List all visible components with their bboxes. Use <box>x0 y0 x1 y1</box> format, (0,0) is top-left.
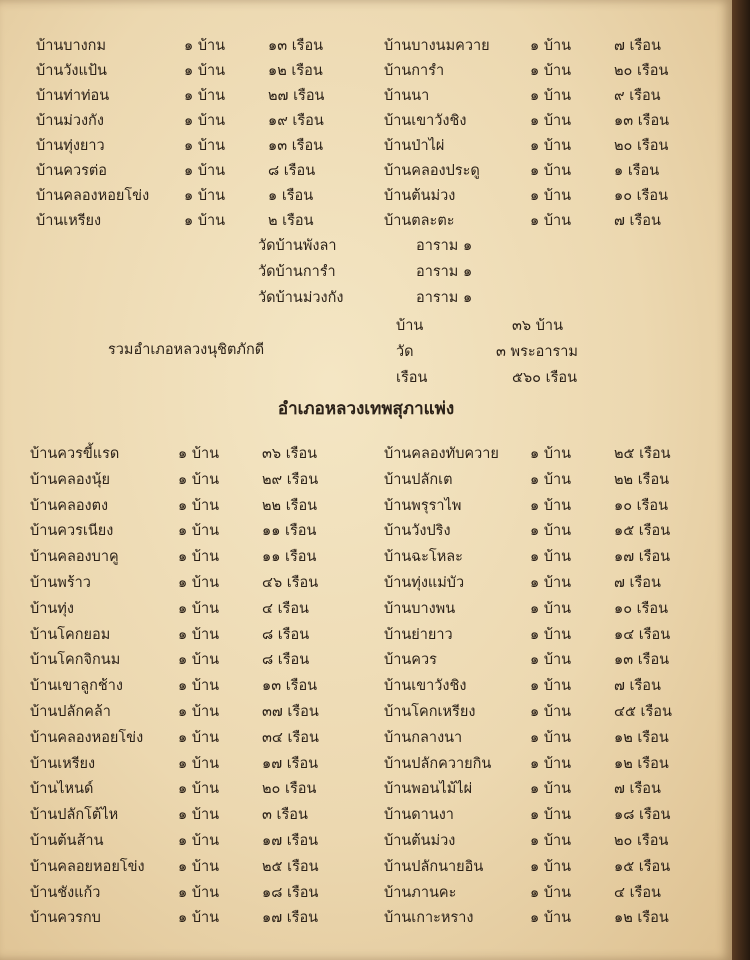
village-count: ๑ บ้าน <box>530 729 572 746</box>
summary-temple-label: วัด <box>396 344 414 360</box>
house-count: ๒๕ เรือน <box>614 446 671 462</box>
house-count: ๔๖ เรือน <box>262 575 319 591</box>
village-count: ๑ บ้าน <box>530 213 572 229</box>
house-count: ๒ เรือน <box>268 213 314 229</box>
house-count: ๙ เรือน <box>614 88 661 104</box>
house-count: ๑๒ เรือน <box>268 63 323 79</box>
village-count: ๑ บ้าน <box>530 471 572 488</box>
village-count: ๑ บ้าน <box>530 833 572 849</box>
house-count: ๑๒ เรือน <box>614 910 669 927</box>
house-count: ๑๘ เรือน <box>614 807 671 824</box>
village-name: บ้านโคกเหรียง <box>384 704 476 720</box>
village-name: บ้านโคกยอม <box>30 626 111 643</box>
village-count: ๑ บ้าน <box>184 163 226 179</box>
house-count: ๑๕ เรือน <box>614 523 671 540</box>
village-name: บ้านไหนด์ <box>30 781 94 798</box>
village-name: บ้านเขาลูกช้าง <box>30 678 123 695</box>
village-count: ๑ บ้าน <box>178 600 220 617</box>
village-count: ๑ บ้าน <box>178 626 220 643</box>
village-name: บ้านเกาะหราง <box>384 910 474 927</box>
temple-count <box>416 286 472 309</box>
village-count: ๑ บ้าน <box>530 626 572 643</box>
village-name: บ้านคลองหอยโข่ง <box>30 729 144 746</box>
village-count: ๑ บ้าน <box>178 678 220 695</box>
village-count: ๑ บ้าน <box>530 600 572 617</box>
house-count: ๑ เรือน <box>614 163 660 179</box>
house-count: ๔ เรือน <box>614 884 661 901</box>
temple-name: วัดบ้านการำ <box>258 264 336 280</box>
village-count: ๑ บ้าน <box>530 910 572 927</box>
village-count: ๑ บ้าน <box>530 523 572 540</box>
district-heading: อำเภอหลวงเทพสุภาแพ่ง <box>277 399 455 419</box>
village-name: บ้านม่วงกัง <box>36 113 104 129</box>
temple-row <box>258 286 343 309</box>
village-count: ๑ บ้าน <box>530 704 572 720</box>
village-name: บ้านคลองบาคู <box>30 549 119 566</box>
village-count: ๑ บ้าน <box>530 678 572 695</box>
house-count: ๓๔ เรือน <box>262 729 319 746</box>
house-count: ๗ เรือน <box>614 213 661 229</box>
house-count: ๗ เรือน <box>614 678 661 695</box>
village-count: ๑ บ้าน <box>530 113 572 129</box>
village-count: ๑ บ้าน <box>178 704 220 720</box>
village-count: ๑ บ้าน <box>530 163 572 179</box>
summary-label: รวมอำเภอหลวงนุชิตภักดี <box>108 342 265 358</box>
village-count: ๑ บ้าน <box>178 729 220 746</box>
house-count: ๗ เรือน <box>614 781 661 798</box>
village-count: ๑ บ้าน <box>530 138 572 154</box>
village-name: บ้านปลักควายกิน <box>384 755 492 772</box>
house-count: ๒๒ เรือน <box>262 497 318 514</box>
village-name: บ้านควรกบ <box>30 910 101 927</box>
house-count: ๒๐ เรือน <box>262 781 317 798</box>
house-count: ๓๖ เรือน <box>262 446 318 462</box>
temple-count-value: อาราม ๑ <box>416 238 473 254</box>
house-count: ๑๗ เรือน <box>262 755 319 772</box>
house-count: ๒๒ เรือน <box>614 471 670 488</box>
house-count: ๒๐ เรือน <box>614 63 669 79</box>
house-count: ๑๓ เรือน <box>614 652 670 669</box>
house-count: ๑๘ เรือน <box>262 884 319 901</box>
house-count: ๔ เรือน <box>262 600 309 617</box>
village-name: บ้านกลางนา <box>384 729 463 746</box>
house-count: ๑๒ เรือน <box>614 729 669 746</box>
village-name: บ้านควร <box>384 652 437 669</box>
village-name: บ้านต้นส้าน <box>30 833 104 849</box>
village-count: ๑ บ้าน <box>530 652 572 669</box>
temple-name: วัดบ้านม่วงกัง <box>258 290 344 306</box>
house-count: ๑๐ เรือน <box>614 497 669 514</box>
page-edge <box>732 0 750 960</box>
village-count: ๑ บ้าน <box>178 781 220 798</box>
village-count: ๑ บ้าน <box>530 549 572 566</box>
village-name: บ้านโคกจิกนม <box>30 652 121 669</box>
temple-count <box>416 234 472 257</box>
village-count: ๑ บ้าน <box>530 188 572 204</box>
house-count: ๑๓ เรือน <box>614 113 670 129</box>
house-count: ๗ เรือน <box>614 38 661 54</box>
village-name: บ้านดานงา <box>384 807 454 824</box>
house-count: ๗ เรือน <box>614 575 661 591</box>
village-name: บ้านต้นม่วง <box>384 833 456 849</box>
temple-row <box>258 234 336 257</box>
village-name: บ้านพรุราไพ <box>384 497 462 514</box>
house-count: ๑๐ เรือน <box>614 600 669 617</box>
house-count: ๑๓ เรือน <box>268 138 324 154</box>
village-count: ๑ บ้าน <box>178 833 220 849</box>
village-name: บ้านควรขี้แรด <box>30 446 120 462</box>
house-count: ๒๐ เรือน <box>614 833 669 849</box>
temple-count-value: อาราม ๑ <box>416 290 473 306</box>
village-count: ๑ บ้าน <box>530 88 572 104</box>
village-name: บ้านคลองทับควาย <box>384 446 499 462</box>
summary-village-label: บ้าน <box>396 318 424 334</box>
village-count: ๑ บ้าน <box>184 188 226 204</box>
village-name: บ้านวังแป้น <box>36 63 107 79</box>
village-name: บ้านบางนมควาย <box>384 38 490 54</box>
village-name: บ้านคลองตง <box>30 497 109 514</box>
village-name: บ้านป่าไผ่ <box>384 138 445 154</box>
house-count: ๑๕ เรือน <box>614 858 671 875</box>
village-count: ๑ บ้าน <box>530 38 572 54</box>
house-count: ๑ เรือน <box>268 188 314 204</box>
village-count: ๑ บ้าน <box>530 446 572 462</box>
village-name: บ้านควรต่อ <box>36 163 108 179</box>
village-count: ๑ บ้าน <box>530 858 572 875</box>
summary-temple-value: ๓ พระอาราม <box>496 344 578 360</box>
temple-row <box>258 260 336 283</box>
village-name: บ้านฉะโหละ <box>384 549 463 566</box>
village-count: ๑ บ้าน <box>178 497 220 514</box>
house-count: ๑๗ เรือน <box>614 549 671 566</box>
house-count: ๒๙ เรือน <box>262 471 319 488</box>
village-name: บ้านคลอยหอยโข่ง <box>30 858 145 875</box>
village-count: ๑ บ้าน <box>178 575 220 591</box>
village-name: บ้านคลองหอยโข่ง <box>36 188 150 204</box>
house-count: ๒๕ เรือน <box>262 858 319 875</box>
village-name: บ้านต้นม่วง <box>384 188 456 204</box>
village-name: บ้านทุ่งแม่บัว <box>384 575 465 591</box>
village-count: ๑ บ้าน <box>530 807 572 824</box>
village-name: บ้านบางพน <box>384 600 456 617</box>
house-count: ๑๗ เรือน <box>262 910 319 927</box>
house-count: ๓๗ เรือน <box>262 704 319 720</box>
village-name: บ้านการำ <box>384 63 445 79</box>
summary-village-value: ๓๖ บ้าน <box>512 318 563 334</box>
village-name: บ้านปลักเต <box>384 471 453 488</box>
village-count: ๑ บ้าน <box>178 549 220 566</box>
village-name: บ้านปลักคล้า <box>30 704 111 720</box>
village-count: ๑ บ้าน <box>530 63 572 79</box>
village-name: บ้านทุ่ง <box>30 600 74 617</box>
house-count: ๘ เรือน <box>262 626 310 643</box>
village-count: ๑ บ้าน <box>178 884 220 901</box>
temple-count-value: อาราม ๑ <box>416 264 473 280</box>
village-count: ๑ บ้าน <box>530 575 572 591</box>
village-name: บ้านบางกม <box>36 38 107 54</box>
village-name: บ้านพอนไม้ไผ่ <box>384 781 473 798</box>
village-name: บ้านปลักโต้ไห <box>30 807 119 824</box>
village-name: บ้านพร้าว <box>30 575 91 591</box>
summary-house-value: ๕๖๐ เรือน <box>512 370 578 386</box>
village-count: ๑ บ้าน <box>178 523 220 540</box>
house-count: ๒๗ เรือน <box>268 88 325 104</box>
village-name: บ้านภานคะ <box>384 884 457 901</box>
house-count: ๘ เรือน <box>262 652 310 669</box>
house-count: ๔๕ เรือน <box>614 704 672 720</box>
village-count: ๑ บ้าน <box>178 755 220 772</box>
village-count: ๑ บ้าน <box>530 884 572 901</box>
village-count: ๑ บ้าน <box>530 497 572 514</box>
house-count: ๑๑ เรือน <box>262 549 317 566</box>
village-count: ๑ บ้าน <box>184 63 226 79</box>
village-name: บ้านคลองประดู <box>384 163 480 179</box>
village-name: บ้านตละตะ <box>384 213 455 229</box>
village-name: บ้านเขาวังชิง <box>384 113 467 129</box>
house-count: ๑๐ เรือน <box>614 188 669 204</box>
house-count: ๑๙ เรือน <box>268 113 324 129</box>
village-count: ๑ บ้าน <box>184 88 226 104</box>
village-count: ๑ บ้าน <box>530 781 572 798</box>
village-name: บ้านเหรียง <box>30 755 96 772</box>
village-name: บ้านทุ่งยาว <box>36 138 105 154</box>
village-count: ๑ บ้าน <box>530 755 572 772</box>
village-count: ๑ บ้าน <box>184 138 226 154</box>
village-name: บ้านควรเนียง <box>30 523 114 540</box>
house-count: ๑๑ เรือน <box>262 523 317 540</box>
house-count: ๑๗ เรือน <box>262 833 319 849</box>
village-count: ๑ บ้าน <box>184 213 226 229</box>
house-count: ๑๔ เรือน <box>614 626 671 643</box>
house-count: ๑๒ เรือน <box>614 755 669 772</box>
temple-name: วัดบ้านพังลา <box>258 238 337 254</box>
village-name: บ้านชังแก้ว <box>30 884 101 901</box>
village-count: ๑ บ้าน <box>178 471 220 488</box>
village-count: ๑ บ้าน <box>184 38 226 54</box>
temple-count <box>416 260 472 283</box>
village-name: บ้านนา <box>384 88 430 104</box>
village-name: บ้านปลักนายอิน <box>384 858 484 875</box>
village-name: บ้านเขาวังชิง <box>384 678 467 695</box>
village-name: บ้านวังปริง <box>384 523 451 540</box>
summary-house-label: เรือน <box>396 370 428 386</box>
house-count: ๓ เรือน <box>262 807 308 824</box>
house-count: ๒๐ เรือน <box>614 138 669 154</box>
village-name: บ้านคลองนุ้ย <box>30 471 111 488</box>
village-count: ๑ บ้าน <box>178 446 220 462</box>
village-count: ๑ บ้าน <box>178 910 220 927</box>
house-count: ๘ เรือน <box>268 163 316 179</box>
village-count: ๑ บ้าน <box>178 858 220 875</box>
village-name: บ้านเหรียง <box>36 213 102 229</box>
house-count: ๑๓ เรือน <box>262 678 318 695</box>
village-count: ๑ บ้าน <box>178 652 220 669</box>
village-name: บ้านท่าท่อน <box>36 88 110 104</box>
village-count: ๑ บ้าน <box>178 807 220 824</box>
house-count: ๑๓ เรือน <box>268 38 324 54</box>
village-name: บ้านย่ายาว <box>384 626 453 643</box>
village-count: ๑ บ้าน <box>184 113 226 129</box>
